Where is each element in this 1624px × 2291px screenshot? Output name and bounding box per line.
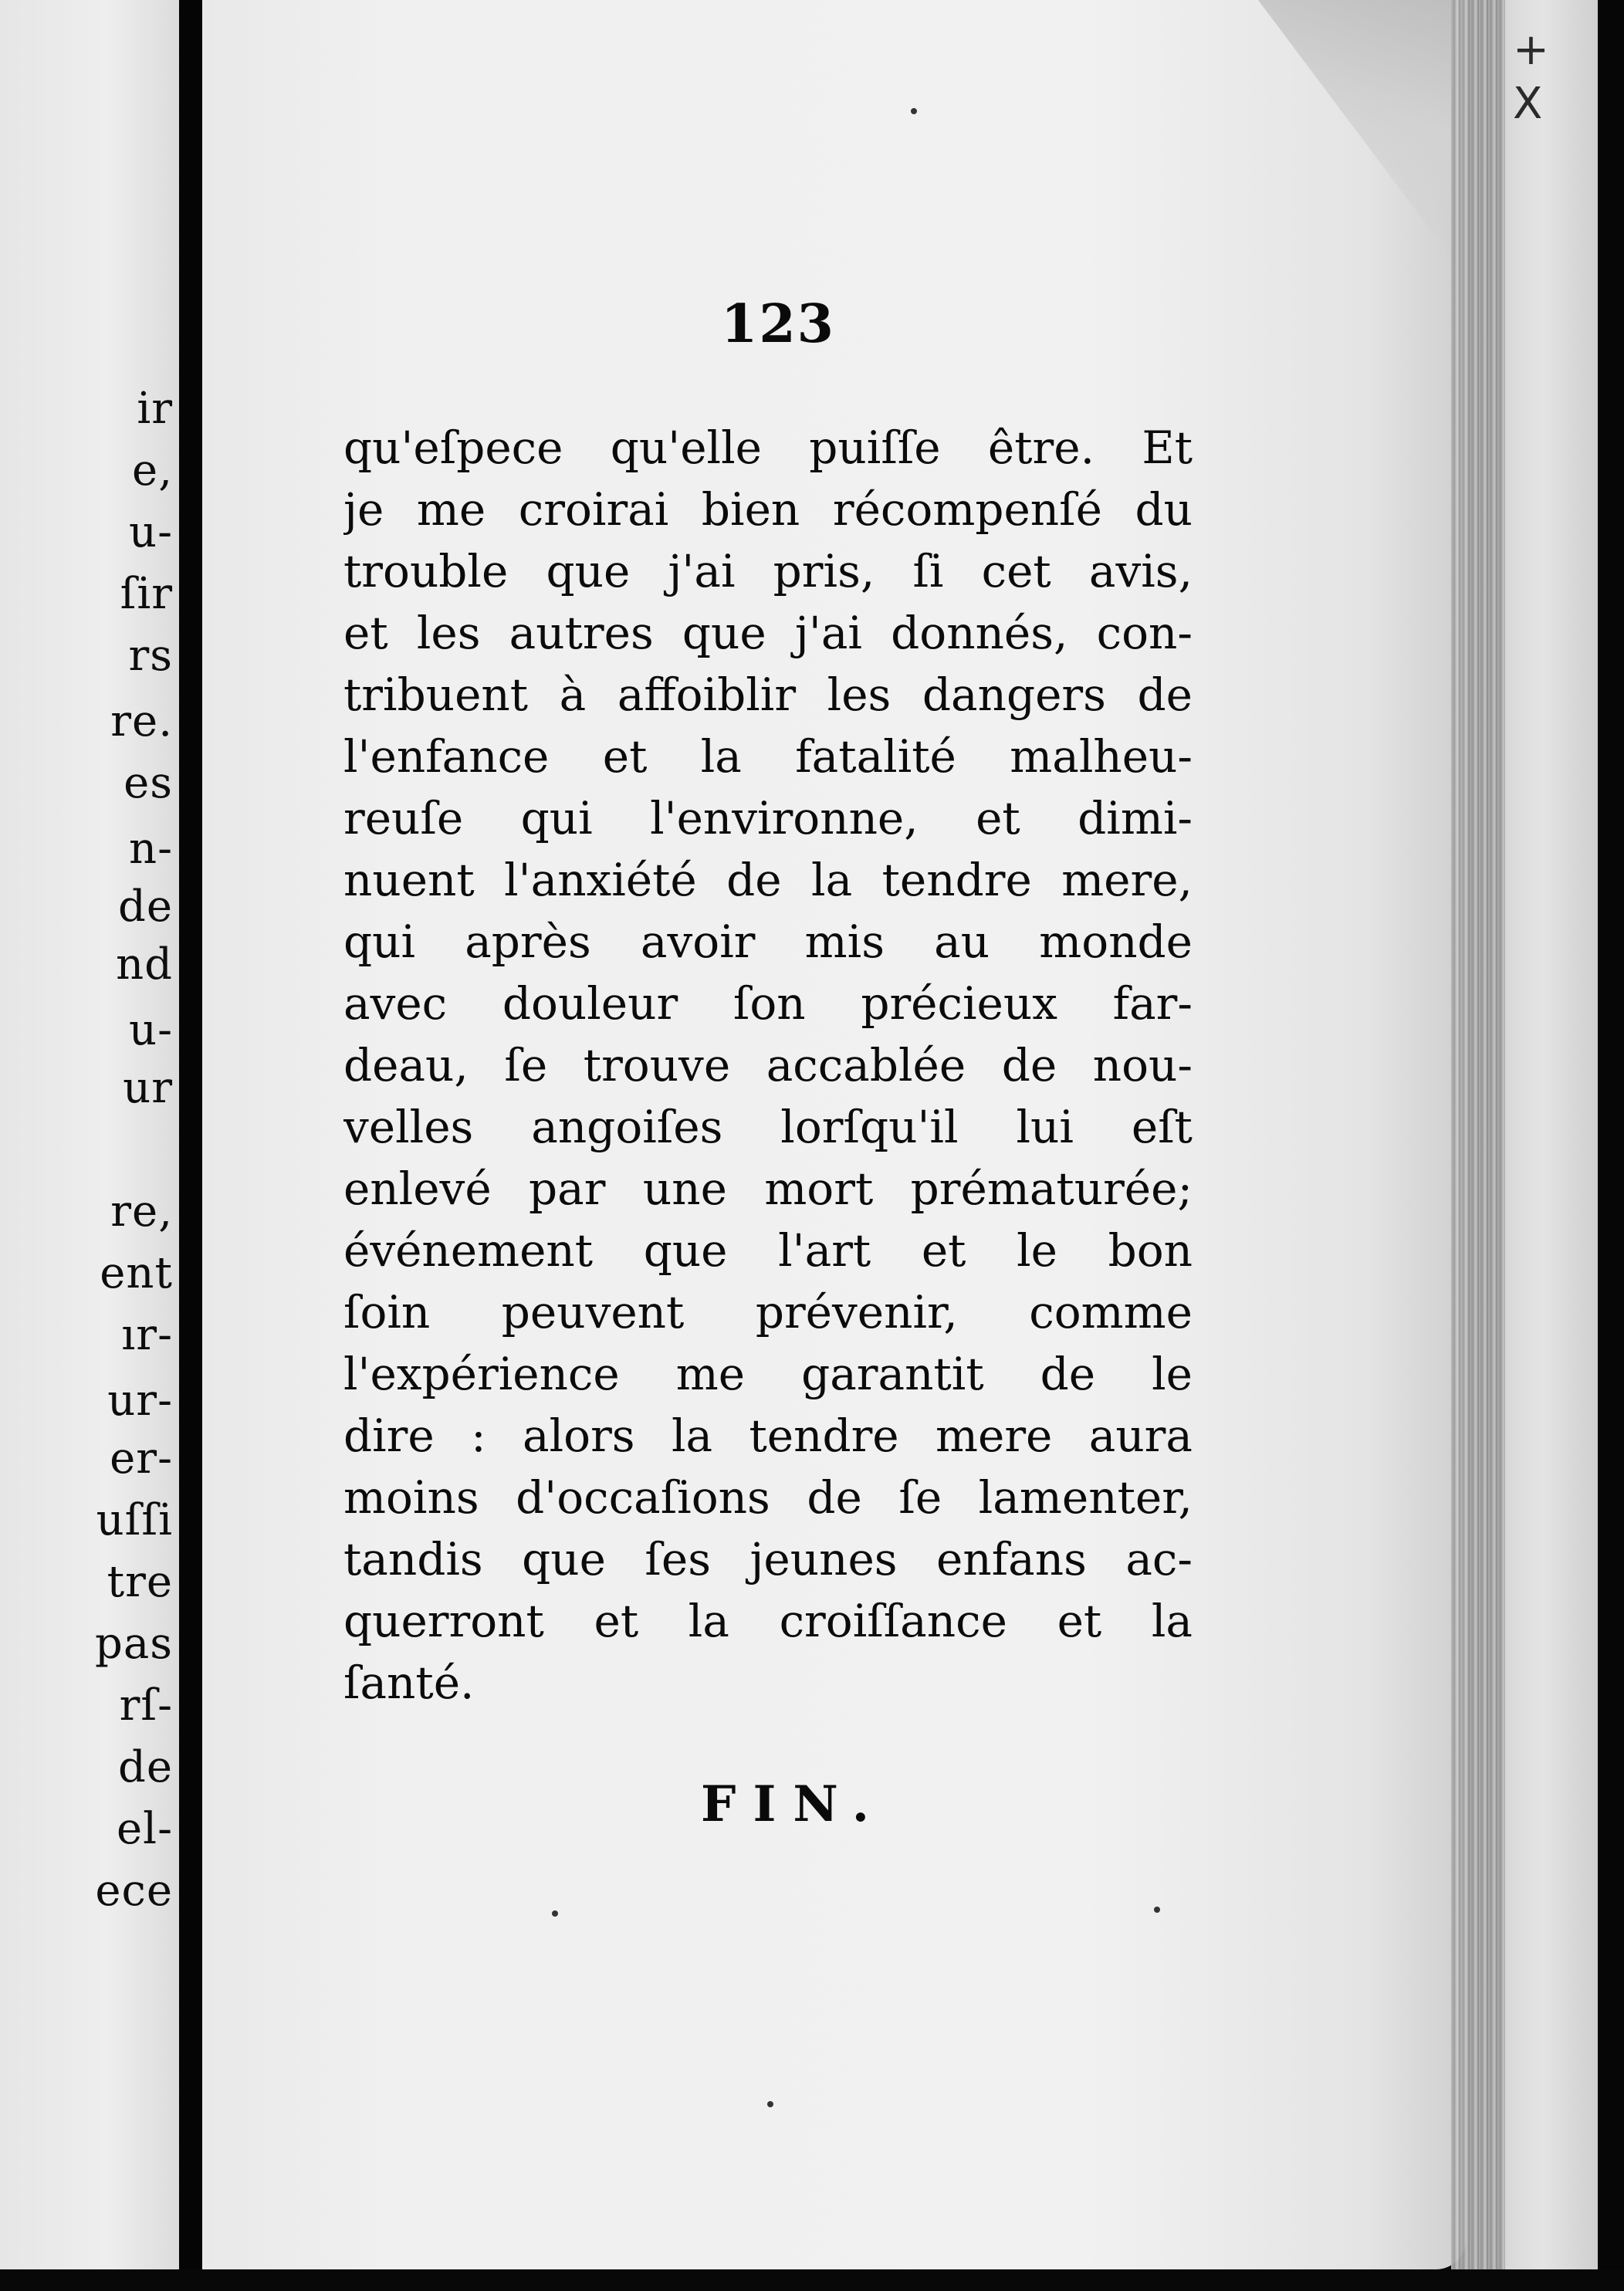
- background-edge: [1598, 0, 1624, 2291]
- left-page-line-fragment: u-: [129, 1005, 173, 1055]
- ink-speck: [767, 2101, 773, 2107]
- left-page-line-fragment: e,: [132, 445, 173, 496]
- left-page-line-fragment: re,: [110, 1186, 173, 1237]
- left-page-line-fragment: ır-: [121, 1310, 173, 1360]
- left-page-line-fragment: de: [118, 1742, 173, 1792]
- margin-mark-plus: +: [1513, 25, 1549, 75]
- text-line: qu'eſpece qu'elle puiſſe être. Et: [343, 421, 1193, 474]
- body-text: [343, 417, 1193, 1714]
- left-page-line-fragment: rſ-: [119, 1680, 173, 1731]
- text-line: trouble que j'ai pris, ſi cet avis,: [343, 545, 1193, 597]
- text-line: tandis que ſes jeunes enfans ac-: [343, 1533, 1193, 1585]
- left-page-line-fragment: ſir: [120, 569, 173, 619]
- left-page-line-fragment: uſſi: [96, 1495, 173, 1545]
- left-page-line-fragment: ur-: [107, 1376, 173, 1426]
- text-line: ſoin peuvent prévenir, comme: [343, 1286, 1193, 1338]
- text-line: deau, ſe trouve accablée de nou-: [343, 1039, 1193, 1091]
- left-page-line-fragment: ir: [137, 384, 173, 434]
- ink-speck: [552, 1910, 558, 1917]
- text-line: l'expérience me garantit de le: [343, 1348, 1193, 1400]
- ink-speck: [911, 108, 917, 114]
- text-line: nuent l'anxiété de la tendre mere,: [343, 854, 1193, 906]
- left-page-line-fragment: ent: [100, 1248, 173, 1298]
- text-line: enlevé par une mort prématurée;: [343, 1162, 1193, 1215]
- text-line: velles angoiſes lorſqu'il lui eſt: [343, 1101, 1193, 1153]
- text-line: et les autres que j'ai donnés, con-: [343, 607, 1193, 659]
- left-page-line-fragment: u-: [129, 507, 173, 557]
- book-gutter: [179, 0, 202, 2291]
- left-page-line-fragment: re.: [110, 696, 173, 746]
- left-page-line-fragment: nd: [116, 939, 173, 990]
- left-page-line-fragment: el-: [117, 1804, 173, 1854]
- left-page-fragment: [0, 0, 179, 2269]
- page-number: 123: [721, 293, 835, 355]
- text-line: événement que l'art et le bon: [343, 1224, 1193, 1277]
- margin-mark-x: X: [1513, 79, 1543, 129]
- left-page-line-fragment: de: [118, 882, 173, 932]
- left-page-line-fragment: rs: [128, 631, 173, 681]
- left-page-line-fragment: ece: [95, 1866, 173, 1916]
- text-line: tribuent à affoiblir les dangers de: [343, 668, 1193, 721]
- text-line: je me croirai bien récompenſé du: [343, 483, 1193, 536]
- left-page-line-fragment: es: [123, 758, 173, 808]
- left-page-line-fragment: n-: [129, 824, 173, 874]
- text-line: qui après avoir mis au monde: [343, 915, 1193, 968]
- end-mark: FIN.: [701, 1775, 887, 1833]
- text-line: l'enfance et la fatalité malheu-: [343, 730, 1193, 783]
- text-line: reuſe qui l'environne, et dimi-: [343, 792, 1193, 844]
- left-page-line-fragment: tre: [107, 1557, 173, 1607]
- left-page-line-fragment: pas: [95, 1619, 173, 1669]
- bottom-shadow: [0, 2269, 1624, 2291]
- left-page-line-fragment: er-: [110, 1433, 173, 1484]
- text-line: moins d'occaſions de ſe lamenter,: [343, 1471, 1193, 1524]
- text-line: querront et la croiſſance et la: [343, 1595, 1193, 1647]
- margin-marks: [1513, 23, 1549, 131]
- text-line: avec douleur ſon précieux far-: [343, 977, 1193, 1030]
- text-line: dire : alors la tendre mere aura: [343, 1409, 1193, 1462]
- left-page-line-fragment: ur: [123, 1063, 173, 1113]
- ink-speck: [1154, 1907, 1160, 1913]
- text-line: ſanté.: [343, 1656, 475, 1709]
- next-page-strip: [1505, 0, 1598, 2291]
